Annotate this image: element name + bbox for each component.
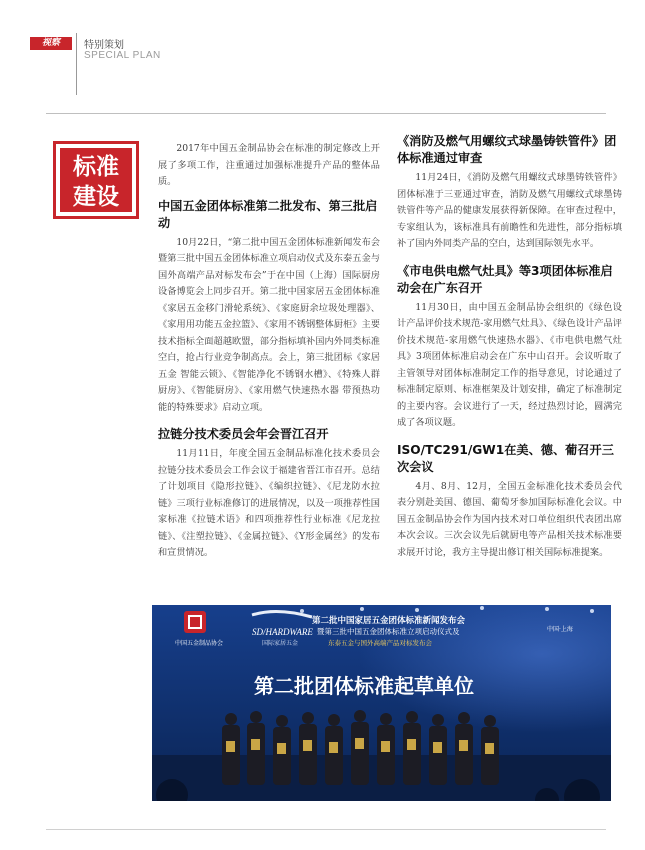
title-box-text — [60, 148, 132, 212]
title-line-2: 建设 — [73, 183, 119, 210]
article-3-body: 11月24日，《消防及燃气用螺纹式球墨铸铁管件》团体标准于三亚通过审查，消防及燃气用螺纹式球墨铸铁管件等产品的健康发展获得新保障。在审查过程中，专家组认为，该标准具有前瞻性和先进性，部分指标填补了国内外同类产品的空白，达到国际领先水平。 — [397, 172, 622, 249]
association-logo — [184, 611, 206, 633]
event-photo-illustration — [152, 605, 611, 801]
section-title-box — [53, 141, 139, 219]
right-column — [397, 133, 622, 561]
article-1-heading: 中国五金团体标准第二批发布、第三批启动 — [158, 198, 378, 230]
article-3-heading: 《消防及燃气用螺纹式球墨铸铁管件》团体标准通过审查 — [397, 134, 617, 165]
intro-paragraph: 2017年中国五金制品协会在标准的制定修改上开展了多项工作，注重通过加强标准提升产品的整体品质。 — [158, 143, 380, 187]
banner-line-2: 暨第三批中国五金团体标准立项启动仪式及 — [317, 627, 460, 636]
banner-line-1: 第二批中国家居五金团体标准新闻发布会 — [312, 616, 466, 626]
slogan-text: 第二批团体标准起草单位 — [254, 674, 474, 698]
section-title-cn: 特别策划 — [84, 40, 124, 51]
association-logo-caption: 中国五金制品协会 — [175, 640, 224, 647]
article-4-heading: 《市电供电燃气灶具》等3项团体标准启动会在广东召开 — [397, 263, 613, 295]
sd-hardware-logo: SD/HARDWARE — [252, 627, 313, 637]
banner-line-3: 东泰五金与国外高端产品对标发布会 — [328, 639, 432, 647]
title-line-1: 标准 — [73, 153, 119, 180]
top-divider — [46, 113, 606, 114]
article-2-body: 11月11日，年度全国五金制品标准化技术委员会拉链分技术委员会工作会议于福建省晋江市召开。总结了计划项目《隐形拉链》、《编织拉链》、《尼龙防水拉链》三项行业标准修订的进展情况，以及一项推荐性国家标准《拉链术语》和四项推荐性行业标准《尼龙拉链》、《注塑拉链》、《金属拉链》、《Y形金属丝》的发布和宣贯情况。 — [158, 448, 380, 558]
left-column — [158, 141, 380, 562]
article-4-body: 11月30日，由中国五金制品协会组织的《绿色设计产品评价技术规范-家用燃气灶具》、《绿色设计产品评价技术规范-家用燃气快速热水器》、《市电供电燃气灶具》3项团体标准启动会在广东中山召开。会议听取了主管领导对团体标准制定工作的指导意见，讨论通过了标准制定原则、标准框架及计划安排，确定了标准制定的主要内容。会议进行了一天，经过热烈讨论，圆满完成了各项议题。 — [397, 301, 622, 428]
article-1-body: 10月22日，“第二批中国五金团体标准新闻发布会暨第三批中国五金团体标准立项启动仪式及东泰五金与国外高端产品对标发布会”于在中国（上海）国际厨房设备博览会上同步召开。第二批中国家居五金团体标准《家居五金移门滑轮系统》、《家庭厨余垃圾处理器》、《家用用功能五金拉篮》、《家用不锈钢整体厨柜》主要技术指标全面超越欧盟，部分指标填补国内外同类标准空白，抢占行业竞争制高点。会上，第三批团标《家居五金 智能云锁》、《智能净化不锈钢水槽》、《特殊人群厨房》、《智能厨房》、《家用燃气快速热水器 带预热功能的特殊要求》启动立项。 — [158, 236, 380, 413]
section-title-en: SPECIAL PLAN — [84, 50, 161, 61]
corner-text: 中国·上海 — [547, 626, 573, 633]
footer-divider — [46, 829, 606, 830]
event-photo — [152, 605, 611, 801]
article-2-heading: 拉链分技术委员会年会晋江召开 — [158, 427, 329, 441]
article-5-heading: ISO/TC291/GW1在美、德、葡召开三次会议 — [397, 442, 614, 474]
sd-hardware-sub: 国际家居五金 — [262, 640, 299, 647]
article-5-body: 4月、8月、12月，全国五金标准化技术委员会代表分别赴美国、德国、葡萄牙参加国际标准化会议。中国五金制品协会作为国内技术对口单位组织代表团出席本次会议。三次会议先后就厨电等产品相关技术标准要求展开讨论，我方主导提出修订相关国际标准提案。 — [397, 480, 622, 558]
header-divider — [76, 33, 77, 95]
section-tag-badge: 视察 — [30, 37, 72, 50]
